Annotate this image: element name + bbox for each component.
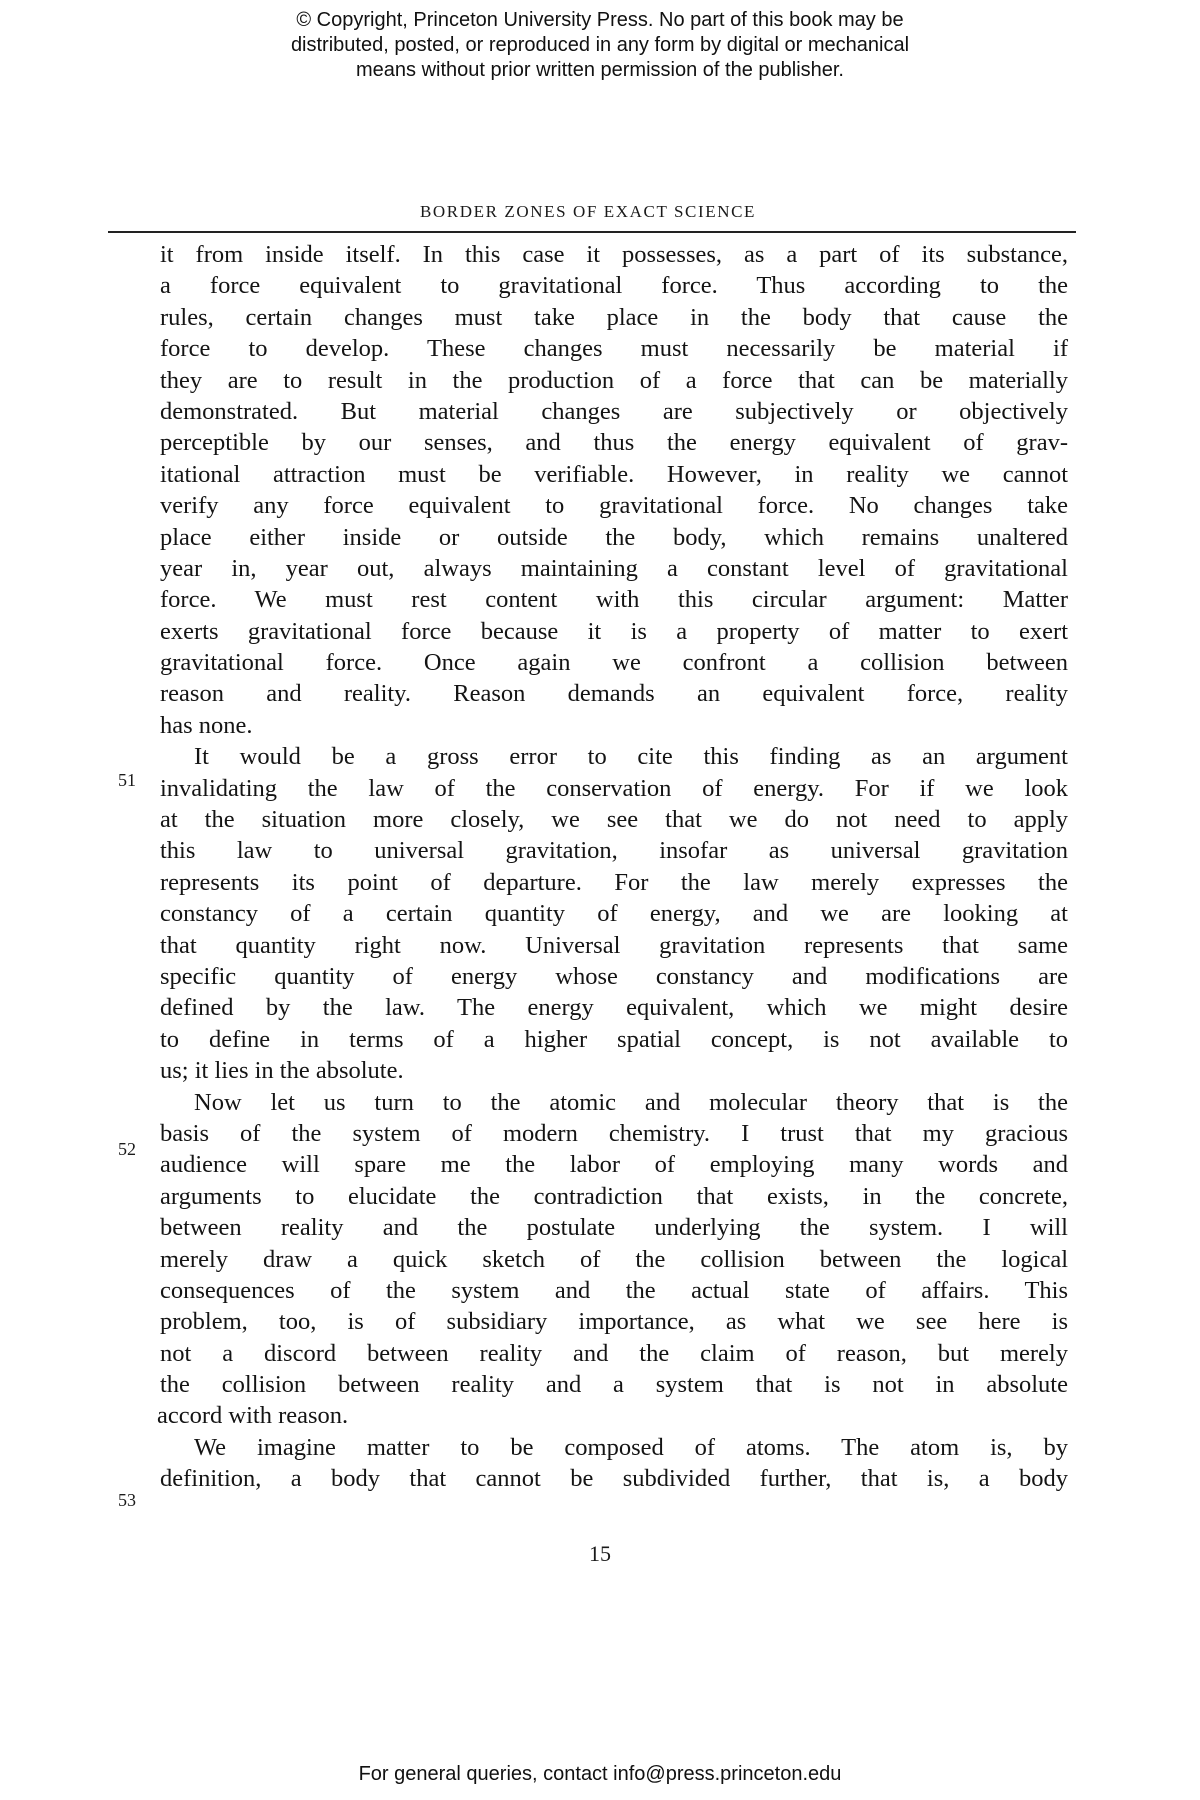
page-number: 15 [589, 1541, 611, 1566]
paragraph-number-52: 52 [118, 1139, 136, 1159]
text-line: perceptible by our senses, and thus the energy equivalent of grav- [160, 429, 1068, 457]
copyright-line: © Copyright, Princeton University Press. No part of this book may be [296, 9, 904, 31]
text-line: exerts gravitational force because it is a property of matter to exert [160, 617, 1068, 645]
text-line: merely draw a quick sketch of the collision between the logical [160, 1245, 1068, 1273]
header-rule [108, 231, 1076, 233]
text-line: We imagine matter to be composed of atoms. The atom is, by [194, 1433, 1068, 1461]
text-line: has none. [160, 711, 253, 739]
text-line: place either inside or outside the body, which remains unaltered [160, 523, 1068, 551]
text-line: Now let us turn to the atomic and molecular theory that is the [194, 1088, 1068, 1116]
text-line: to define in terms of a higher spatial concept, is not available to [160, 1025, 1068, 1053]
text-line: accord with reason. [157, 1402, 349, 1430]
text-line: it from inside itself. In this case it possesses, as a part of its substance, [160, 241, 1068, 268]
copyright-notice [0, 8, 1200, 83]
text-line: arguments to elucidate the contradiction that exists, in the concrete, [160, 1182, 1068, 1210]
text-line: year in, year out, always maintaining a constant level of gravitational [160, 554, 1068, 582]
body-text [157, 239, 1068, 1495]
text-line: they are to result in the production of a force that can be materially [160, 366, 1068, 394]
paragraph-number-53: 53 [118, 1490, 136, 1510]
text-line: gravitational force. Once again we confront a collision between [160, 649, 1068, 677]
text-line: that quantity right now. Universal gravitation represents that same [160, 931, 1068, 959]
text-line: It would be a gross error to cite this finding as an argument [194, 743, 1068, 771]
text-line: demonstrated. But material changes are subjectively or objectively [160, 397, 1068, 425]
footer-contact: For general queries, contact info@press.princeton.edu [358, 1763, 842, 1785]
text-line: rules, certain changes must take place in the body that cause the [160, 303, 1068, 331]
text-line: force. We must rest content with this circular argument: Matter [160, 586, 1068, 614]
text-line: audience will spare me the labor of employing many words and [160, 1151, 1068, 1179]
copyright-line: distributed, posted, or reproduced in any form by digital or mechanical [290, 34, 910, 56]
text-line: at the situation more closely, we see that we do not need to apply [160, 806, 1068, 834]
text-line: a force equivalent to gravitational force. Thus according to the [160, 272, 1068, 300]
text-line: force to develop. These changes must necessarily be material if [160, 335, 1068, 363]
running-head: BORDER ZONES OF EXACT SCIENCE [419, 202, 757, 221]
text-line: this law to universal gravitation, insofar as universal gravitation [160, 837, 1068, 865]
text-line: represents its point of departure. For the law merely expresses the [160, 868, 1068, 896]
text-line: between reality and the postulate underlying the system. I will [160, 1214, 1068, 1242]
text-line: specific quantity of energy whose constancy and modifications are [160, 962, 1068, 990]
text-line: defined by the law. The energy equivalent, which we might desire [160, 994, 1068, 1022]
text-line: consequences of the system and the actual state of affairs. This [160, 1276, 1068, 1304]
text-line: problem, too, is of subsidiary importance, as what we see here is [160, 1308, 1068, 1336]
text-line: itational attraction must be verifiable. However, in reality we cannot [160, 460, 1068, 488]
text-line: verify any force equivalent to gravitational force. No changes take [160, 492, 1068, 520]
text-line: definition, a body that cannot be subdivided further, that is, a body [160, 1465, 1068, 1493]
text-line: invalidating the law of the conservation of energy. For if we look [160, 774, 1068, 802]
copyright-line: means without prior written permission of the publisher. [355, 59, 844, 81]
text-line: the collision between reality and a system that is not in absolute [160, 1371, 1068, 1399]
text-line: basis of the system of modern chemistry. I trust that my gracious [160, 1119, 1068, 1147]
text-line: reason and reality. Reason demands an equivalent force, reality [160, 680, 1068, 708]
text-line: constancy of a certain quantity of energy, and we are looking at [160, 900, 1068, 928]
text-line: us; it lies in the absolute. [160, 1057, 404, 1085]
paragraph-number-51: 51 [118, 770, 136, 790]
text-line: not a discord between reality and the claim of reason, but merely [160, 1339, 1068, 1367]
